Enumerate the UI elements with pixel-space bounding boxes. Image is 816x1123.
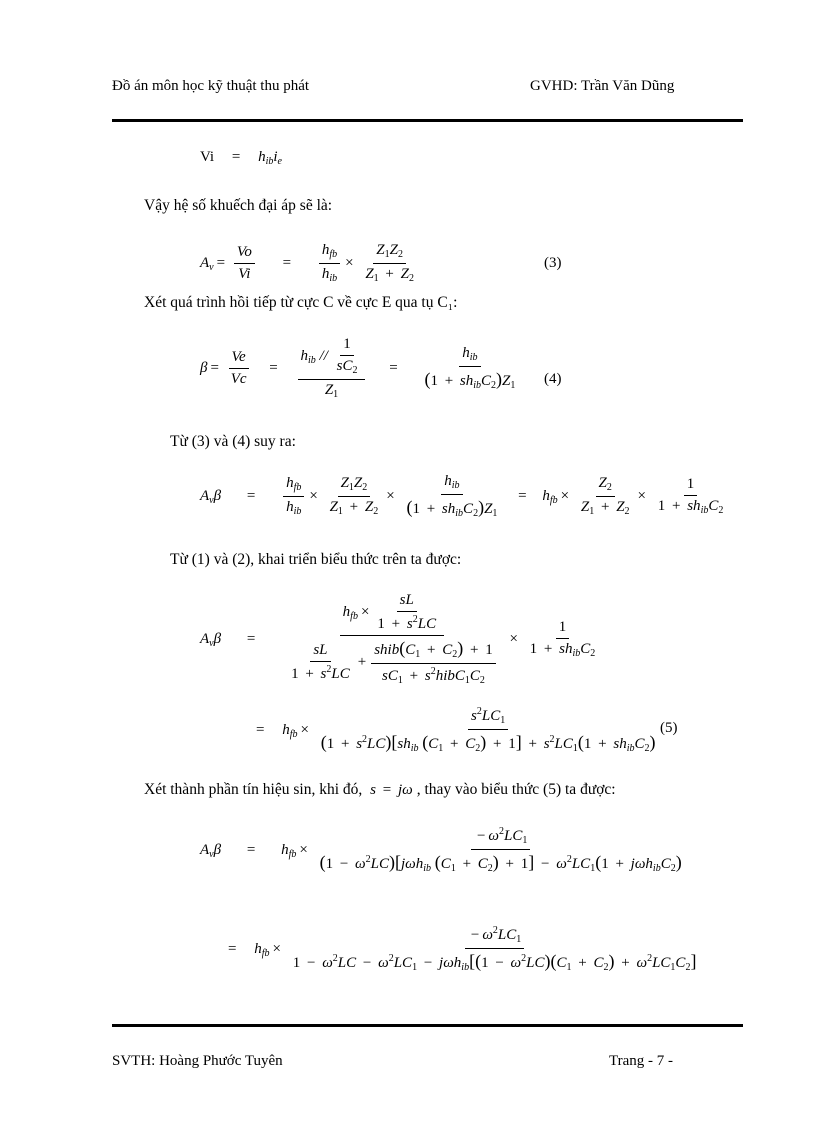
equation-sinusoidal-2: = $h_{fb}$ × $\frac{- \omega^2LC_1}{1 - \omega^2LC - \omega^2LC_1 - j\omega h_{ib}[(1 - \omega^2LC)(C_1 + C_2) + \omega^2LC_1C_2]}$	[228, 925, 697, 973]
equation-number-5: (5)	[660, 720, 678, 736]
paragraph-gain: Vậy hệ số khuếch đại áp sẽ là:	[144, 197, 333, 214]
paragraph-sinusoidal-a: Xét thành phần tín hiệu sin, khi đó,	[144, 781, 363, 798]
equation-expanded: $A_v\beta$ = $h_{fb}$ × $\frac{sL}{1 + s^2LC}$ $\frac{sL}{1 + s^2LC}$ + $\frac{shib(C_1 + C_2) + 1}{sC_1 + s^2hibC_1C_2}$ × $\frac{1}{1 + sh_{ib}C_2}$	[200, 592, 596, 686]
footer-rule	[112, 1024, 743, 1027]
eq-vi-label: Vi	[200, 149, 215, 165]
paragraph-from-1-2: Từ (1) và (2), khai triển biểu thức trên ta được:	[170, 551, 462, 568]
paragraph-sinusoidal	[144, 781, 616, 799]
header-advisor: GVHD: Trần Văn Dũng	[530, 78, 675, 94]
paragraph-feedback: Xét quá trình hồi tiếp từ cực C về cực E qua tụ C₁:	[144, 294, 458, 311]
header-rule	[112, 119, 743, 122]
footer-page-number: Trang - 7 -	[609, 1053, 674, 1069]
footer-student: SVTH: Hoàng Phước Tuyên	[112, 1053, 283, 1069]
equation-5: = $h_{fb}$ × $\frac{s^2LC_1}{(1 + s^2LC)[sh_{ib} (C_1 + C_2) + 1] + s^2LC_1(1 + sh_{ib}C_2)}$	[256, 706, 656, 754]
eq-vi: $Vi = h_{ib}i_e$	[200, 149, 282, 167]
paragraph-from-3-4: Từ (3) và (4) suy ra:	[170, 433, 296, 450]
equation-sinusoidal-1: $A_v\beta = h_{fb}$ × $\frac{- \omega^2LC_1}{(1 - \omega^2LC)[j\omega h_{ib} (C_1 + C_2) + 1] - \omega^2LC_1(1 + j\omega h_{ib}C_2)}$	[200, 826, 682, 874]
equation-av-beta: $A_v\beta$ = $\frac{h_{fb}}{h_{ib}}$ × $\frac{Z_1Z_2}{Z_1 + Z_2}$ × $\frac{h_{ib}}{(1 + sh_{ib}C_2)Z_1}$ = $h_{fb}$ × $\frac{Z_2}{Z_1 + Z_2}$ × $\frac{1}{1 + sh_{ib}C_2}$	[200, 473, 724, 519]
paragraph-sinusoidal-b: , thay vào biểu thức (5) ta được:	[416, 781, 616, 798]
header-course-title: Đồ án môn học kỹ thuật thu phát	[112, 78, 310, 94]
equation-3: $A_v$ = $\frac{Vo}{Vi}$ = $\frac{h_{fb}}{h_{ib}}$ × $\frac{Z_1Z_2}{Z_1 + Z_2}$	[200, 242, 414, 284]
inline-s-equals-jw: s = jω	[370, 782, 413, 798]
equation-number-4: (4)	[544, 371, 562, 387]
equation-4: β = $\frac{Ve}{Vc}$ = $h_{ib}$ // $\frac{1}{sC_2}$ $Z_1$ = $\frac{h_{ib}}{(1 + sh_{ib}C_2)Z_1}$	[200, 336, 516, 400]
equation-number-3: (3)	[544, 255, 562, 271]
